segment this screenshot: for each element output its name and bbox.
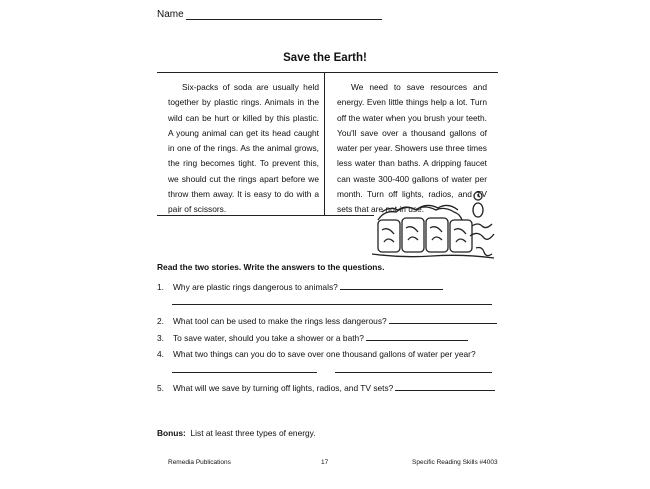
question-2: [157, 315, 497, 326]
answer-line-a[interactable]: [172, 372, 317, 373]
question-text: What will we save by turning off lights, radios, and TV sets?: [173, 383, 394, 393]
soda-cans-illustration: [372, 190, 498, 270]
name-answer-line[interactable]: [186, 10, 382, 20]
question-number: 4.: [157, 349, 164, 359]
answer-line[interactable]: [340, 281, 443, 290]
question-1: [157, 281, 443, 292]
footer-page-number: 17: [321, 459, 329, 466]
story-plastic-rings: [168, 80, 319, 218]
ground-line: [372, 254, 494, 258]
instructions: Read the two stories. Write the answers to the questions.: [157, 262, 385, 272]
answer-line[interactable]: [395, 382, 495, 391]
answer-line-extra[interactable]: [172, 304, 492, 305]
bonus-text: List at least three types of energy.: [190, 428, 316, 438]
story-box-divider: [324, 72, 325, 216]
water-drop-icon: [473, 203, 483, 217]
bonus-label: Bonus:: [157, 428, 186, 438]
story-left-text: Six-packs of soda are usually held together by plastic rings. Animals in the wild can be hurt or killed by this plastic. A young animal can get its head caught in one of the rings. As the animal grows, the ring becomes tight. To prevent this, we should cut the rings apart before we throw them away. It is easy to do with a pair of scissors.: [168, 82, 319, 215]
footer-publisher: Remedia Publications: [168, 459, 231, 466]
bonus-question: [157, 428, 316, 438]
soda-can: [450, 220, 472, 252]
water-splash: [470, 224, 494, 256]
question-number: 5.: [157, 383, 164, 393]
answer-line[interactable]: [366, 332, 468, 341]
question-5: [157, 382, 495, 393]
question-3: [157, 332, 468, 343]
answer-line-b[interactable]: [335, 372, 492, 373]
story-box-top-rule: [157, 72, 498, 73]
question-text: What two things can you do to save over one thousand gallons of water per year?: [173, 349, 476, 359]
soda-can: [378, 220, 400, 252]
name-row: [157, 9, 382, 20]
soda-can: [426, 218, 448, 252]
worksheet-title: Save the Earth!: [283, 52, 367, 64]
soda-can: [402, 218, 424, 252]
footer-series: Specific Reading Skills #4003: [412, 459, 498, 466]
question-text: What tool can be used to make the rings less dangerous?: [173, 316, 387, 326]
question-text: To save water, should you take a shower or a bath?: [173, 333, 364, 343]
story-right-text: We need to save resources and energy. Even little things help a lot. Turn off the water when you brush your teeth. You'll save over a thousand gallons of water per year. Showers use three times less water than baths. A dripping faucet can waste 300-400 gallons of water per month. Turn off lights, radios, and TV sets that are not in use.: [337, 82, 487, 215]
question-number: 2.: [157, 316, 164, 326]
question-number: 1.: [157, 282, 164, 292]
answer-line[interactable]: [389, 315, 497, 324]
question-4: [157, 349, 476, 359]
question-number: 3.: [157, 333, 164, 343]
name-label: Name: [157, 9, 184, 20]
question-text: Why are plastic rings dangerous to animals?: [173, 282, 338, 292]
